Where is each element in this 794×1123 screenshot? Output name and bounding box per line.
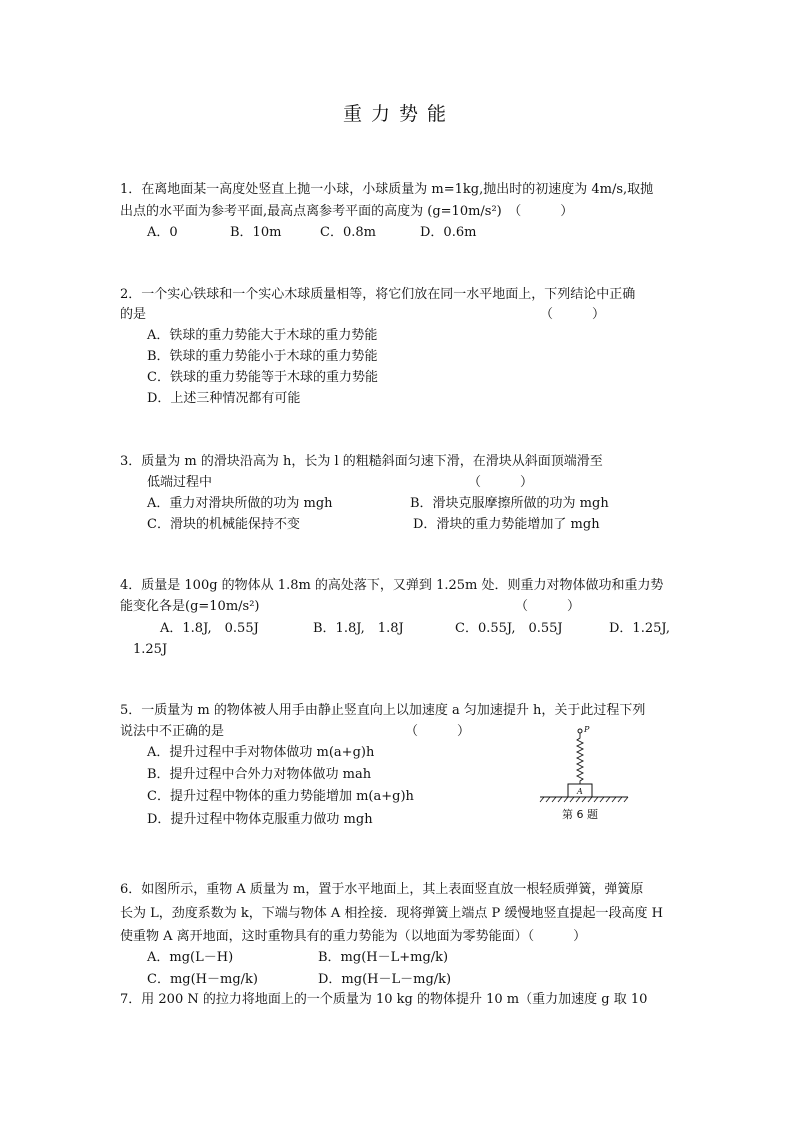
- q4-option-c: C．0.55J, 0.55J: [455, 621, 563, 636]
- q2-option-b: B．铁球的重力势能小于木球的重力势能: [147, 349, 378, 364]
- q4-option-a: A．1.8J, 0.55J: [160, 621, 259, 636]
- q3-answer-paren: （ ）: [468, 475, 534, 490]
- q4-stem-line1: 4．质量是 100g 的物体从 1.8m 的高处落下，又弹到 1.25m 处．则重力对物体做功和重力势: [120, 578, 664, 593]
- q6-stem-line2: 长为 L，劲度系数为 k，下端与物体 A 相拴接．现将弹簧上端点 P 缓慢地竖直提起一段高度 H: [120, 906, 663, 921]
- block-a-label: A: [577, 787, 583, 796]
- q3-option-a: A．重力对滑块所做的功为 mgh: [147, 496, 333, 511]
- q2-stem-line1: 2．一个实心铁球和一个实心木球质量相等，将它们放在同一水平地面上，下列结论中正确: [120, 287, 636, 302]
- q1-stem-line1: 1．在离地面某一高度处竖直上抛一小球，小球质量为 m=1kg,抛出时的初速度为 4m/s,取抛: [120, 182, 654, 197]
- page-title: 重力势能: [343, 103, 456, 125]
- q6-option-a: A．mg(L－H): [147, 950, 234, 965]
- q5-stem-line2: 说法中不正确的是: [120, 724, 225, 739]
- q1-option-c: C．0.8m: [320, 225, 376, 240]
- q1-stem-line2: 出点的水平面为参考平面,最高点离参考平面的高度为 (g=10m/s²) （ ）: [120, 204, 574, 219]
- q5-option-d: D．提升过程中物体克服重力做功 mgh: [147, 812, 373, 827]
- figure-caption: 第 6 题: [562, 808, 598, 821]
- q4-option-d: D．1.25J,: [609, 621, 670, 636]
- q3-option-c: C．滑块的机械能保持不变: [147, 517, 300, 532]
- q7-stem-line1: 7．用 200 N 的拉力将地面上的一个质量为 10 kg 的物体提升 10 m（重力加速度 g 取 10: [120, 992, 648, 1007]
- q2-answer-paren: （ ）: [540, 307, 606, 322]
- point-p-label: P: [584, 725, 590, 734]
- q4-option-b: B．1.8J, 1.8J: [313, 621, 404, 636]
- q3-stem-line2: 低端过程中: [147, 475, 213, 490]
- q5-stem-line1: 5．一质量为 m 的物体被人用手由静止竖直向上以加速度 a 匀加速提升 h，关于此过程下列: [120, 703, 646, 718]
- q1-option-d: D．0.6m: [420, 225, 477, 240]
- point-p-marker: [578, 729, 582, 733]
- q5-option-a: A．提升过程中手对物体做功 m(a+g)h: [147, 745, 375, 760]
- spring-block-figure: [536, 724, 636, 824]
- q1-option-b: B．10m: [230, 225, 282, 240]
- q5-option-c: C．提升过程中物体的重力势能增加 m(a+g)h: [147, 789, 414, 804]
- q5-answer-paren: （ ）: [405, 724, 471, 739]
- q2-option-c: C．铁球的重力势能等于木球的重力势能: [147, 370, 378, 385]
- q6-option-d: D．mg(H－L－mg/k): [318, 972, 452, 987]
- q4-stem-line2: 能变化各是(g=10m/s²): [120, 599, 260, 614]
- q6-option-c: C．mg(H－mg/k): [147, 972, 258, 987]
- q6-option-b: B．mg(H－L+mg/k): [318, 950, 449, 965]
- q2-option-a: A．铁球的重力势能大于木球的重力势能: [147, 328, 378, 343]
- spring: [577, 733, 583, 784]
- q6-stem-line3: 使重物 A 离开地面，这时重物具有的重力势能为（以地面为零势能面）（ ）: [120, 929, 587, 944]
- q3-stem-line1: 3．质量为 m 的滑块沿高为 h，长为 l 的粗糙斜面匀速下滑，在滑块从斜面顶端滑至: [120, 454, 603, 469]
- q2-stem-line2: 的是: [120, 307, 147, 322]
- q6-stem-line1: 6．如图所示，重物 A 质量为 m，置于水平地面上，其上表面竖直放一根轻质弹簧，弹簧原: [120, 882, 644, 897]
- q4-option-d-continued: 1.25J: [133, 642, 168, 657]
- q3-option-d: D．滑块的重力势能增加了 mgh: [413, 517, 600, 532]
- q1-option-a: A．0: [147, 225, 178, 240]
- q4-answer-paren: （ ）: [515, 599, 581, 614]
- q5-option-b: B．提升过程中合外力对物体做功 mah: [147, 767, 372, 782]
- q3-option-b: B．滑块克服摩擦所做的功为 mgh: [410, 496, 609, 511]
- q2-option-d: D．上述三种情况都有可能: [147, 391, 301, 406]
- ground-hatching: [540, 797, 628, 802]
